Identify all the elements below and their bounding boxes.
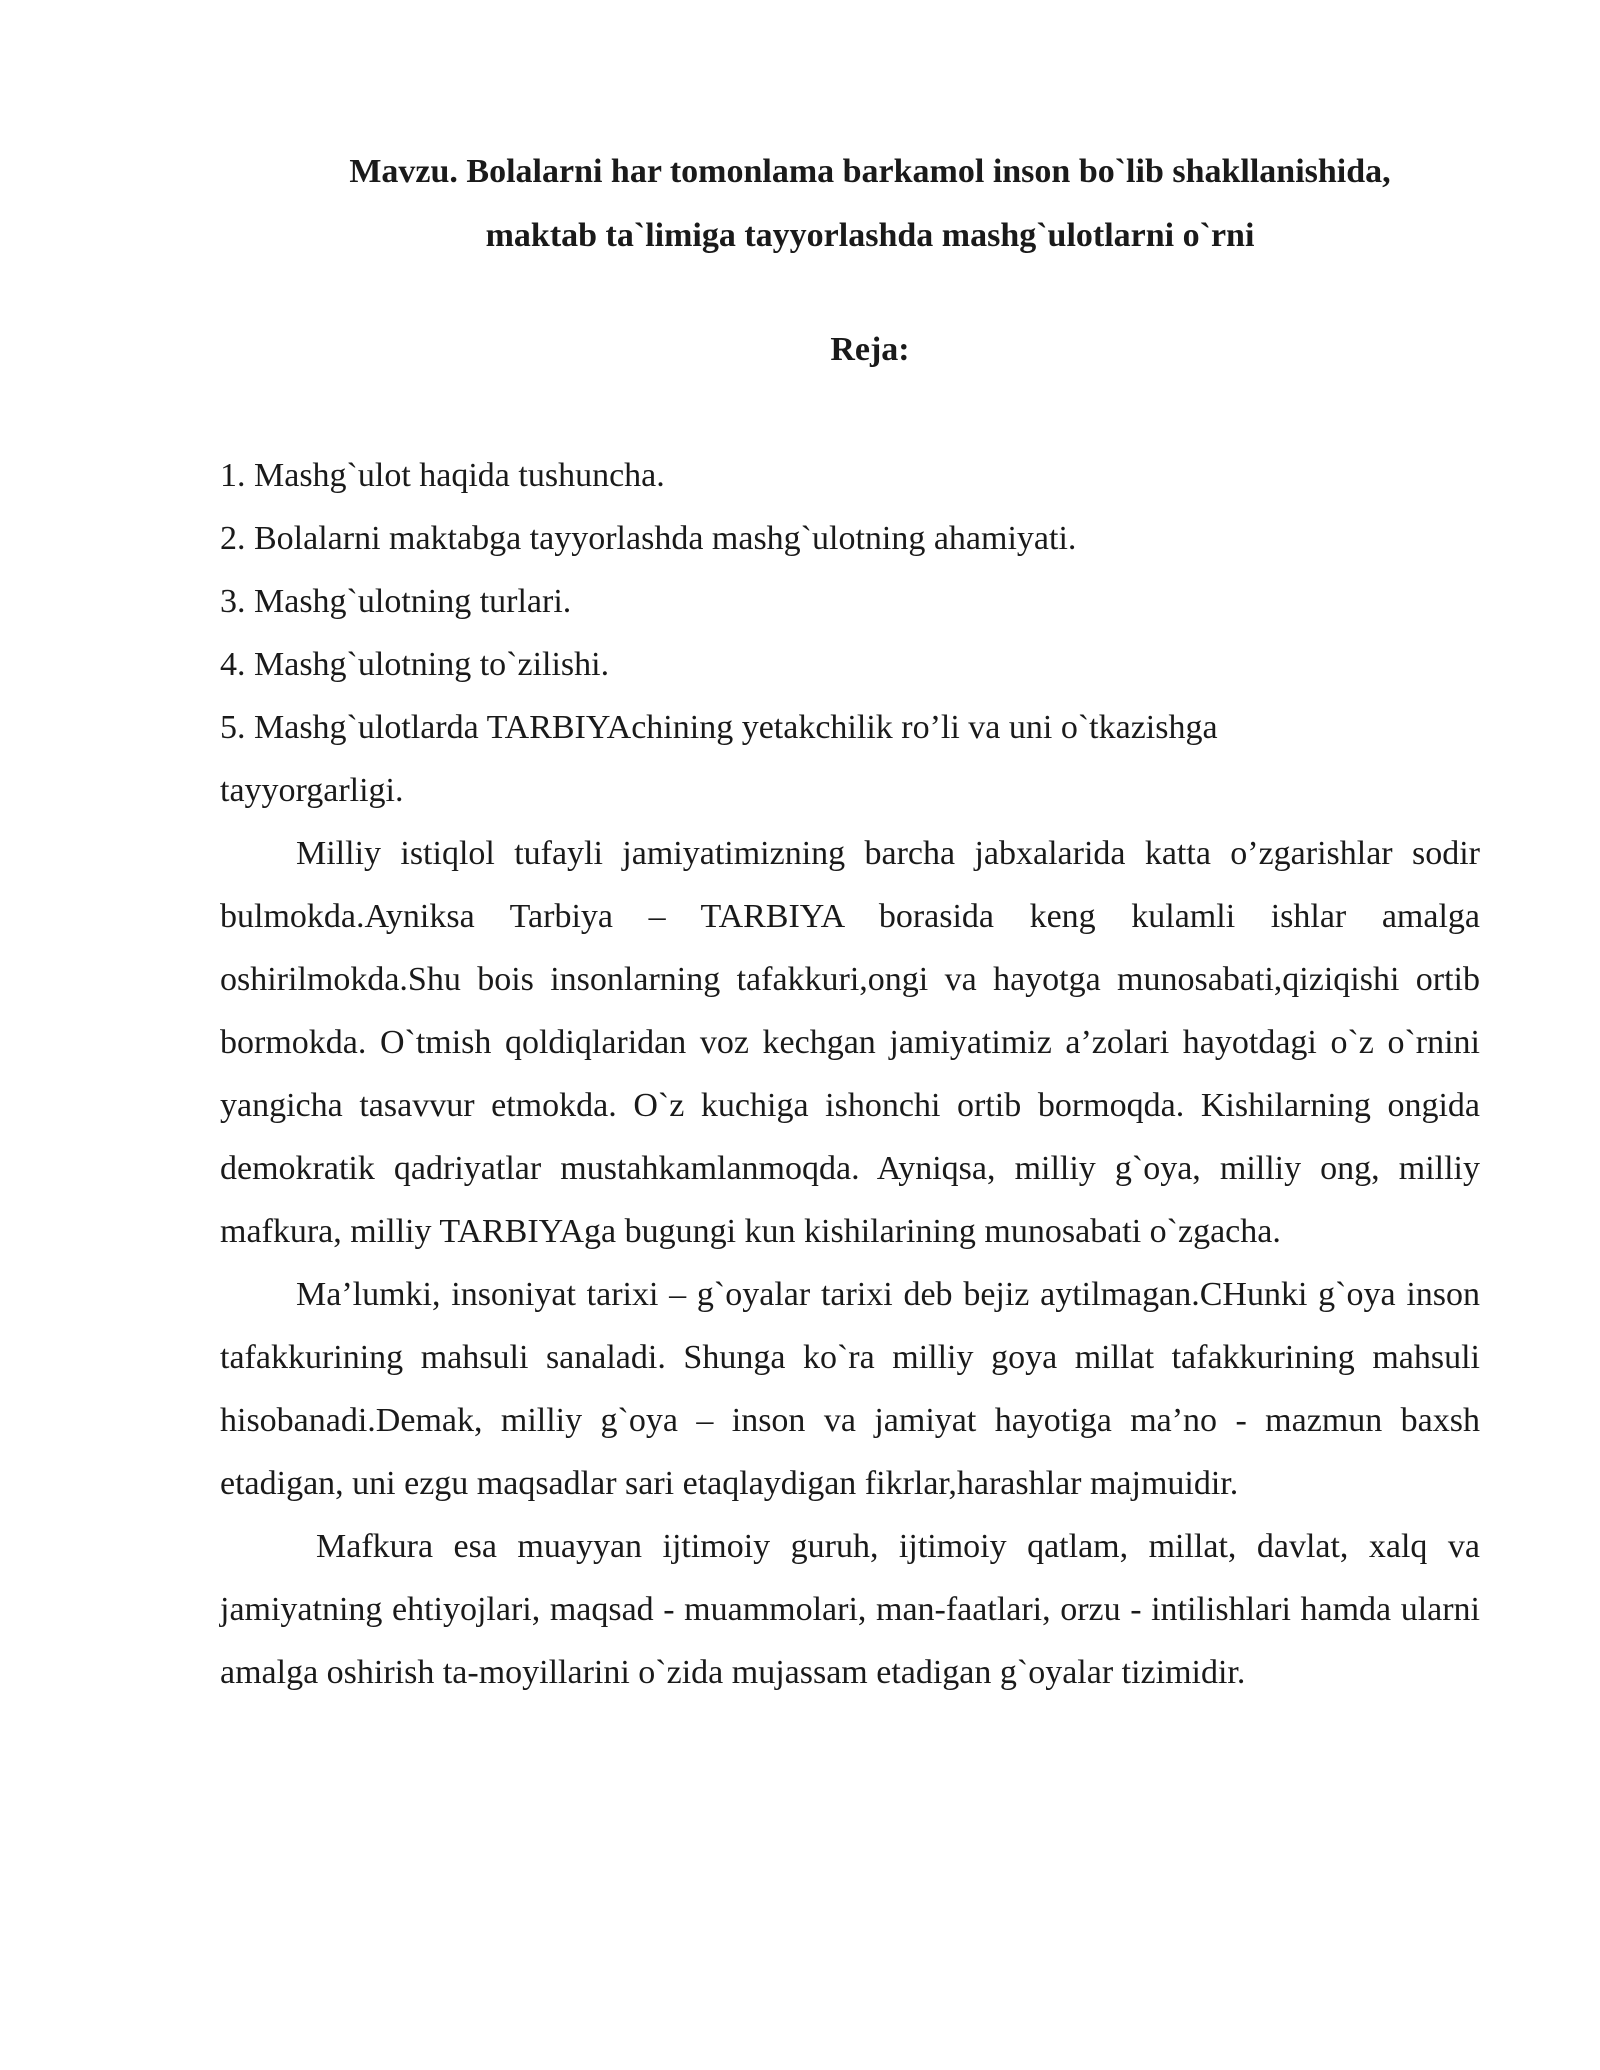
body-paragraph: Milliy istiqlol tufayli jamiyatimizning barcha jabxalarida katta o’zgarishlar sodir bulmokda.Ayniksa Tarbiya – TARBIYA borasida keng kulamli ishlar amalga oshirilmokda.Shu bois insonlarning tafakkuri,ongi va hayotga munosabati,qiziqishi ortib bormokda. O`tmish qoldiqlaridan voz kechgan jamiyatimiz a’zolari hayotdagi o`z o`rnini yangicha tasavvur etmokda. O`z kuchiga ishonchi ortib bormoqda. Kishilarning ongida demokratik qadriyatlar mustahkamlanmoqda. Ayniqsa, milliy g`oya, milliy ong, milliy mafkura, milliy TARBIYAga bugungi kun kishilarining munosabati o`zgacha. [220,835,1480,1250]
plan-list [220,444,1480,822]
title-line-1: Mavzu. Bolalarni har tomonlama barkamol inson bo`lib shakllanishida, [349,153,1391,190]
plan-heading: Reja: [830,331,910,368]
document-title [260,140,1480,268]
body-paragraph: Mafkura esa muayyan ijtimoiy guruh, ijtimoiy qatlam, millat, davlat, xalq va jamiyatning ehtiyojlari, maqsad - muammolari, man-faatlari, orzu - intilishlari hamda ularni amalga oshirish ta-moyillarini o`zida mujassam etadigan g`oyalar tizimidir. [220,1528,1480,1691]
body-paragraph: Ma’lumki, insoniyat tarixi – g`oyalar tarixi deb bejiz aytilmagan.CHunki g`oya inson tafakkurining mahsuli sanaladi. Shunga ko`ra milliy goya millat tafakkurining mahsuli hisobanadi.Demak, milliy g`oya – inson va jamiyat hayotiga ma’no - mazmun baxsh etadigan, uni ezgu maqsadlar sari etaqlaydigan fikrlar,harashlar majmuidir. [220,1276,1480,1502]
title-line-2: maktab ta`limiga tayyorlashda mashg`ulotlarni o`rni [485,217,1255,254]
plan-item: 5. Mashg`ulotlarda TARBIYAchining yetakchilik ro’li va uni o`tkazishga tayyorgarligi. [220,709,1218,809]
plan-item: 4. Mashg`ulotning to`zilishi. [220,646,610,683]
plan-item: 1. Mashg`ulot haqida tushuncha. [220,457,665,494]
document-page [220,140,1480,1704]
plan-item: 2. Bolalarni maktabga tayyorlashda mashg`ulotning ahamiyati. [220,520,1077,557]
plan-item: 3. Mashg`ulotning turlari. [220,583,572,620]
